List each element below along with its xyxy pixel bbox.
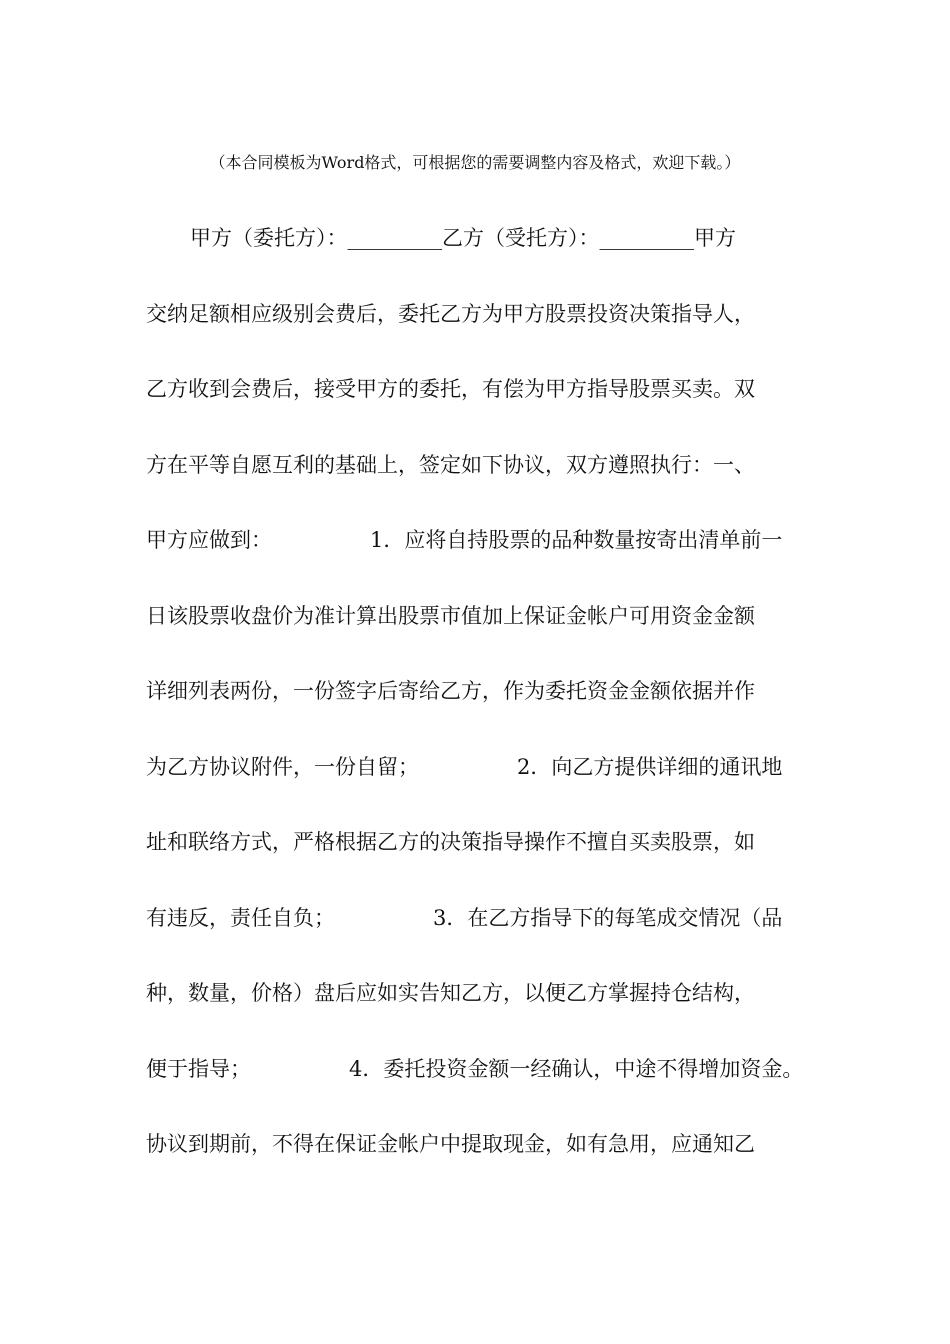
- clause-1-start: 1．应将自持股票的品种数量按寄出清单前一: [370, 528, 783, 552]
- clause-2-end: 有违反，责任自负；: [146, 905, 335, 930]
- contract-line-1: 甲方（委托方）：_________乙方（受托方）：_________甲方: [190, 226, 736, 250]
- contract-line-7: 详细列表两份，一份签字后寄给乙方，作为委托资金金额依据并作: [146, 679, 755, 703]
- contract-line-13: 协议到期前，不得在保证金帐户中提取现金，如有急用，应通知乙: [146, 1132, 755, 1156]
- contract-line-10: [146, 899, 826, 937]
- contract-line-9: 址和联络方式，严格根据乙方的决策指导操作不擅自买卖股票，如: [146, 830, 755, 854]
- template-note: （本合同模板为Word格式，可根据您的需要调整内容及格式，欢迎下载。）: [209, 153, 741, 172]
- contract-body: [146, 219, 826, 1201]
- clause-1-end: 为乙方协议附件，一份自留；: [146, 754, 419, 779]
- clause-3-end: 便于指导；: [146, 1056, 251, 1081]
- party-a-duties-heading: 甲方应做到：: [146, 528, 272, 552]
- contract-line-4: 方在平等自愿互利的基础上，签定如下协议，双方遵照执行：一、: [146, 452, 755, 477]
- clause-3-start: 3．在乙方指导下的每笔成交情况（品: [433, 905, 783, 930]
- contract-line-11: 种，数量，价格）盘后应如实告知乙方，以便乙方掌握持仓结构，: [146, 981, 755, 1005]
- contract-line-5: [146, 521, 826, 559]
- contract-line-6: 日该股票收盘价为准计算出股票市值加上保证金帐户可用资金金额: [146, 603, 755, 628]
- contract-line-12: [146, 1050, 826, 1088]
- contract-line-8: [146, 748, 826, 786]
- contract-line-3: 乙方收到会费后，接受甲方的委托，有偿为甲方指导股票买卖。双: [146, 377, 755, 401]
- clause-4-start: 4．委托投资金额一经确认，中途不得增加资金。: [349, 1056, 804, 1081]
- clause-2-start: 2．向乙方提供详细的通讯地: [517, 754, 783, 779]
- contract-line-2: 交纳足额相应级别会费后，委托乙方为甲方股票投资决策指导人，: [146, 301, 755, 326]
